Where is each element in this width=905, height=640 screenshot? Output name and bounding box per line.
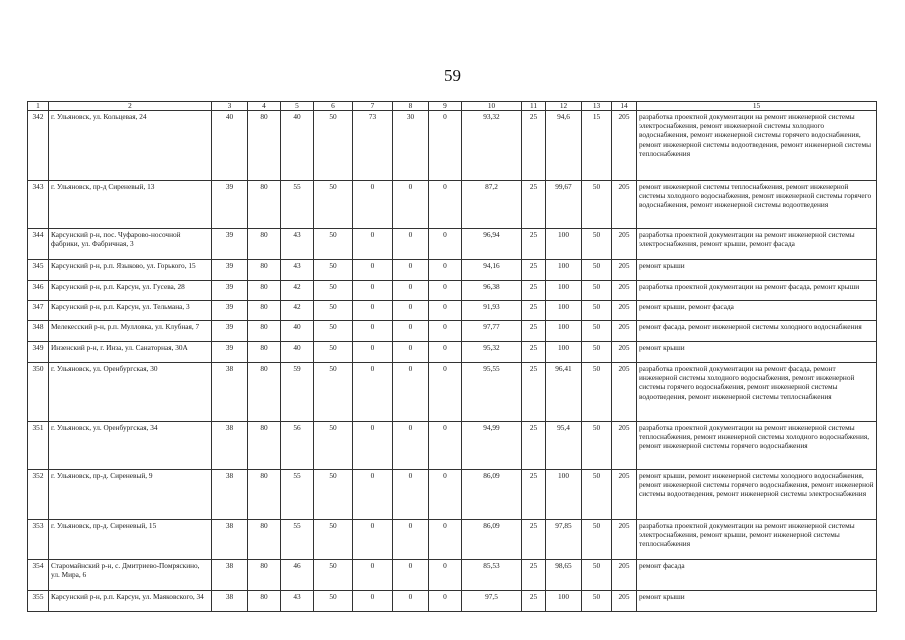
value-cell: 80 bbox=[248, 520, 281, 560]
work-type-cell: ремонт инженерной системы теплоснабжения, ремонт инженерной системы холодного водоснабжения, ремонт инженерной системы горячего водоснабжения, ремонт инженерной системы водоотведения bbox=[637, 181, 877, 229]
value-cell: 50 bbox=[582, 260, 612, 281]
value-cell: 0 bbox=[353, 301, 393, 321]
value-cell: 0 bbox=[393, 520, 429, 560]
value-cell: 0 bbox=[429, 560, 462, 591]
value-cell: 80 bbox=[248, 560, 281, 591]
value-cell: 50 bbox=[582, 422, 612, 470]
value-cell: 50 bbox=[314, 301, 353, 321]
row-number-cell: 342 bbox=[28, 111, 49, 181]
header-cell: 11 bbox=[522, 102, 546, 111]
table-row bbox=[28, 591, 877, 612]
value-cell: 100 bbox=[546, 342, 582, 363]
value-cell: 50 bbox=[314, 363, 353, 422]
table-row bbox=[28, 363, 877, 422]
value-cell: 25 bbox=[522, 520, 546, 560]
work-type-cell: ремонт крыши bbox=[637, 260, 877, 281]
value-cell: 0 bbox=[353, 181, 393, 229]
value-cell: 96,38 bbox=[462, 281, 522, 301]
value-cell: 205 bbox=[612, 301, 637, 321]
value-cell: 55 bbox=[281, 520, 314, 560]
value-cell: 50 bbox=[314, 342, 353, 363]
value-cell: 0 bbox=[393, 363, 429, 422]
value-cell: 38 bbox=[212, 363, 248, 422]
table-row bbox=[28, 342, 877, 363]
table-row bbox=[28, 181, 877, 229]
value-cell: 80 bbox=[248, 301, 281, 321]
work-type-cell: ремонт фасада, ремонт инженерной системы холодного водоснабжения bbox=[637, 321, 877, 342]
table-row bbox=[28, 229, 877, 260]
value-cell: 0 bbox=[353, 520, 393, 560]
address-cell: Карсунский р-н, р.п. Карсун, ул. Гусева, 28 bbox=[49, 281, 212, 301]
value-cell: 43 bbox=[281, 260, 314, 281]
address-cell: г. Ульяновск, ул. Оренбургская, 34 bbox=[49, 422, 212, 470]
header-cell: 8 bbox=[393, 102, 429, 111]
work-type-cell: ремонт крыши bbox=[637, 591, 877, 612]
header-cell: 1 bbox=[28, 102, 49, 111]
value-cell: 40 bbox=[281, 321, 314, 342]
value-cell: 50 bbox=[314, 560, 353, 591]
apartment-buildings-table bbox=[27, 101, 877, 612]
value-cell: 87,2 bbox=[462, 181, 522, 229]
work-type-cell: разработка проектной документации на ремонт фасада, ремонт крыши bbox=[637, 281, 877, 301]
header-cell: 7 bbox=[353, 102, 393, 111]
table-body bbox=[28, 111, 877, 612]
row-number-cell: 351 bbox=[28, 422, 49, 470]
value-cell: 205 bbox=[612, 470, 637, 520]
value-cell: 50 bbox=[314, 470, 353, 520]
value-cell: 94,16 bbox=[462, 260, 522, 281]
address-cell: Мелекесский р-н, р.п. Мулловка, ул. Клубная, 7 bbox=[49, 321, 212, 342]
value-cell: 43 bbox=[281, 229, 314, 260]
table-row bbox=[28, 470, 877, 520]
value-cell: 205 bbox=[612, 422, 637, 470]
value-cell: 80 bbox=[248, 591, 281, 612]
value-cell: 38 bbox=[212, 470, 248, 520]
value-cell: 50 bbox=[582, 470, 612, 520]
value-cell: 43 bbox=[281, 591, 314, 612]
value-cell: 80 bbox=[248, 111, 281, 181]
value-cell: 50 bbox=[582, 363, 612, 422]
row-number-cell: 350 bbox=[28, 363, 49, 422]
value-cell: 0 bbox=[429, 363, 462, 422]
value-cell: 95,32 bbox=[462, 342, 522, 363]
value-cell: 50 bbox=[314, 591, 353, 612]
value-cell: 0 bbox=[393, 301, 429, 321]
value-cell: 94,6 bbox=[546, 111, 582, 181]
value-cell: 0 bbox=[393, 260, 429, 281]
value-cell: 25 bbox=[522, 470, 546, 520]
value-cell: 0 bbox=[429, 342, 462, 363]
value-cell: 205 bbox=[612, 363, 637, 422]
table-row bbox=[28, 111, 877, 181]
value-cell: 97,85 bbox=[546, 520, 582, 560]
value-cell: 86,09 bbox=[462, 470, 522, 520]
work-type-cell: разработка проектной документации на ремонт фасада, ремонт инженерной системы холодного водоснабжения, ремонт инженерной системы горячего водоснабжения, ремонт инженерной системы водоотведения, ремонт инженерной системы теплоснабжения bbox=[637, 363, 877, 422]
value-cell: 0 bbox=[393, 470, 429, 520]
value-cell: 50 bbox=[582, 342, 612, 363]
value-cell: 50 bbox=[314, 181, 353, 229]
address-cell: Карсунский р-н, р.п. Языково, ул. Горького, 15 bbox=[49, 260, 212, 281]
row-number-cell: 349 bbox=[28, 342, 49, 363]
value-cell: 0 bbox=[393, 229, 429, 260]
value-cell: 50 bbox=[582, 181, 612, 229]
value-cell: 0 bbox=[353, 281, 393, 301]
value-cell: 39 bbox=[212, 321, 248, 342]
value-cell: 99,67 bbox=[546, 181, 582, 229]
value-cell: 38 bbox=[212, 422, 248, 470]
value-cell: 80 bbox=[248, 260, 281, 281]
row-number-cell: 354 bbox=[28, 560, 49, 591]
address-cell: Старомайнский р-н, с. Дмитриево-Помряскино, ул. Мира, 6 bbox=[49, 560, 212, 591]
value-cell: 205 bbox=[612, 321, 637, 342]
row-number-cell: 352 bbox=[28, 470, 49, 520]
value-cell: 50 bbox=[314, 281, 353, 301]
value-cell: 38 bbox=[212, 520, 248, 560]
work-type-cell: разработка проектной документации на ремонт инженерной системы электроснабжения, ремонт крыши, ремонт фасада bbox=[637, 229, 877, 260]
header-cell: 15 bbox=[637, 102, 877, 111]
value-cell: 100 bbox=[546, 301, 582, 321]
value-cell: 25 bbox=[522, 363, 546, 422]
value-cell: 25 bbox=[522, 181, 546, 229]
value-cell: 25 bbox=[522, 229, 546, 260]
value-cell: 80 bbox=[248, 181, 281, 229]
table-row bbox=[28, 520, 877, 560]
header-cell: 10 bbox=[462, 102, 522, 111]
value-cell: 94,99 bbox=[462, 422, 522, 470]
value-cell: 39 bbox=[212, 181, 248, 229]
value-cell: 25 bbox=[522, 281, 546, 301]
value-cell: 55 bbox=[281, 470, 314, 520]
value-cell: 0 bbox=[429, 229, 462, 260]
value-cell: 50 bbox=[582, 301, 612, 321]
value-cell: 0 bbox=[353, 363, 393, 422]
value-cell: 0 bbox=[353, 591, 393, 612]
value-cell: 38 bbox=[212, 560, 248, 591]
value-cell: 0 bbox=[353, 260, 393, 281]
value-cell: 95,55 bbox=[462, 363, 522, 422]
value-cell: 0 bbox=[429, 281, 462, 301]
header-cell: 12 bbox=[546, 102, 582, 111]
value-cell: 50 bbox=[314, 520, 353, 560]
value-cell: 0 bbox=[393, 321, 429, 342]
value-cell: 0 bbox=[429, 111, 462, 181]
value-cell: 50 bbox=[582, 229, 612, 260]
value-cell: 50 bbox=[582, 560, 612, 591]
value-cell: 50 bbox=[314, 111, 353, 181]
value-cell: 50 bbox=[314, 321, 353, 342]
value-cell: 80 bbox=[248, 470, 281, 520]
value-cell: 100 bbox=[546, 591, 582, 612]
address-cell: Инзенский р-н, г. Инза, ул. Санаторная, 30А bbox=[49, 342, 212, 363]
value-cell: 38 bbox=[212, 591, 248, 612]
value-cell: 59 bbox=[281, 363, 314, 422]
value-cell: 42 bbox=[281, 281, 314, 301]
value-cell: 0 bbox=[393, 591, 429, 612]
value-cell: 93,32 bbox=[462, 111, 522, 181]
value-cell: 0 bbox=[393, 281, 429, 301]
value-cell: 39 bbox=[212, 281, 248, 301]
table-row bbox=[28, 560, 877, 591]
value-cell: 97,5 bbox=[462, 591, 522, 612]
value-cell: 85,53 bbox=[462, 560, 522, 591]
value-cell: 50 bbox=[582, 321, 612, 342]
value-cell: 0 bbox=[393, 560, 429, 591]
value-cell: 46 bbox=[281, 560, 314, 591]
value-cell: 0 bbox=[429, 181, 462, 229]
address-cell: Карсунский р-н, р.п. Карсун, ул. Маяковского, 34 bbox=[49, 591, 212, 612]
value-cell: 80 bbox=[248, 321, 281, 342]
table-row bbox=[28, 321, 877, 342]
value-cell: 73 bbox=[353, 111, 393, 181]
header-cell: 4 bbox=[248, 102, 281, 111]
value-cell: 100 bbox=[546, 321, 582, 342]
value-cell: 0 bbox=[429, 470, 462, 520]
value-cell: 50 bbox=[314, 260, 353, 281]
value-cell: 205 bbox=[612, 342, 637, 363]
header-cell: 13 bbox=[582, 102, 612, 111]
value-cell: 205 bbox=[612, 181, 637, 229]
value-cell: 25 bbox=[522, 301, 546, 321]
address-cell: Карсунский р-н, пос. Чуфарово-носочной фабрики, ул. Фабричная, 3 bbox=[49, 229, 212, 260]
row-number-cell: 346 bbox=[28, 281, 49, 301]
value-cell: 96,94 bbox=[462, 229, 522, 260]
value-cell: 40 bbox=[212, 111, 248, 181]
row-number-cell: 353 bbox=[28, 520, 49, 560]
value-cell: 50 bbox=[314, 229, 353, 260]
address-cell: г. Ульяновск, пр-д. Сиреневый, 9 bbox=[49, 470, 212, 520]
table-row bbox=[28, 301, 877, 321]
value-cell: 25 bbox=[522, 260, 546, 281]
work-type-cell: разработка проектной документации на ремонт инженерной системы электроснабжения, ремонт инженерной системы холодного водоснабжения, ремонт инженерной системы горячего водоснабжения, ремонт инженерной системы водоотведения, ремонт инженерной системы теплоснабжения bbox=[637, 111, 877, 181]
address-cell: г. Ульяновск, ул. Оренбургская, 30 bbox=[49, 363, 212, 422]
value-cell: 97,77 bbox=[462, 321, 522, 342]
row-number-cell: 343 bbox=[28, 181, 49, 229]
value-cell: 0 bbox=[353, 560, 393, 591]
value-cell: 50 bbox=[582, 281, 612, 301]
value-cell: 25 bbox=[522, 560, 546, 591]
value-cell: 15 bbox=[582, 111, 612, 181]
header-cell: 6 bbox=[314, 102, 353, 111]
header-cell: 2 bbox=[49, 102, 212, 111]
value-cell: 0 bbox=[429, 422, 462, 470]
value-cell: 86,09 bbox=[462, 520, 522, 560]
value-cell: 98,65 bbox=[546, 560, 582, 591]
value-cell: 80 bbox=[248, 363, 281, 422]
value-cell: 30 bbox=[393, 111, 429, 181]
value-cell: 25 bbox=[522, 321, 546, 342]
value-cell: 205 bbox=[612, 229, 637, 260]
table-row bbox=[28, 422, 877, 470]
header-cell: 3 bbox=[212, 102, 248, 111]
value-cell: 205 bbox=[612, 560, 637, 591]
value-cell: 0 bbox=[429, 520, 462, 560]
work-type-cell: ремонт крыши, ремонт фасада bbox=[637, 301, 877, 321]
value-cell: 25 bbox=[522, 342, 546, 363]
value-cell: 56 bbox=[281, 422, 314, 470]
value-cell: 0 bbox=[393, 422, 429, 470]
value-cell: 50 bbox=[582, 591, 612, 612]
address-cell: Карсунский р-н, р.п. Карсун, ул. Тельмана, 3 bbox=[49, 301, 212, 321]
value-cell: 39 bbox=[212, 229, 248, 260]
value-cell: 0 bbox=[353, 229, 393, 260]
value-cell: 100 bbox=[546, 470, 582, 520]
value-cell: 205 bbox=[612, 591, 637, 612]
value-cell: 80 bbox=[248, 281, 281, 301]
value-cell: 205 bbox=[612, 281, 637, 301]
value-cell: 39 bbox=[212, 301, 248, 321]
work-type-cell: ремонт крыши bbox=[637, 342, 877, 363]
address-cell: г. Ульяновск, пр-д Сиреневый, 13 bbox=[49, 181, 212, 229]
value-cell: 205 bbox=[612, 111, 637, 181]
value-cell: 100 bbox=[546, 229, 582, 260]
value-cell: 42 bbox=[281, 301, 314, 321]
value-cell: 95,4 bbox=[546, 422, 582, 470]
value-cell: 40 bbox=[281, 111, 314, 181]
value-cell: 0 bbox=[353, 470, 393, 520]
value-cell: 205 bbox=[612, 260, 637, 281]
value-cell: 0 bbox=[393, 342, 429, 363]
table-header bbox=[28, 102, 877, 111]
value-cell: 0 bbox=[429, 301, 462, 321]
row-number-cell: 348 bbox=[28, 321, 49, 342]
value-cell: 0 bbox=[429, 260, 462, 281]
row-number-cell: 344 bbox=[28, 229, 49, 260]
value-cell: 80 bbox=[248, 229, 281, 260]
header-cell: 9 bbox=[429, 102, 462, 111]
value-cell: 100 bbox=[546, 260, 582, 281]
value-cell: 50 bbox=[314, 422, 353, 470]
work-type-cell: разработка проектной документации на ремонт инженерной системы теплоснабжения, ремонт инженерной системы холодного водоснабжения, ремонт инженерной системы горячего водоснабжения bbox=[637, 422, 877, 470]
work-type-cell: ремонт крыши, ремонт инженерной системы холодного водоснабжения, ремонт инженерной системы горячего водоснабжения, ремонт инженерной системы водоотведения, ремонт инженерной системы электроснабжения bbox=[637, 470, 877, 520]
value-cell: 0 bbox=[353, 321, 393, 342]
value-cell: 25 bbox=[522, 111, 546, 181]
table-row bbox=[28, 281, 877, 301]
value-cell: 0 bbox=[429, 591, 462, 612]
work-type-cell: ремонт фасада bbox=[637, 560, 877, 591]
page-number: 59 bbox=[444, 66, 461, 85]
header-cell: 5 bbox=[281, 102, 314, 111]
table-row bbox=[28, 260, 877, 281]
value-cell: 205 bbox=[612, 520, 637, 560]
value-cell: 80 bbox=[248, 422, 281, 470]
value-cell: 25 bbox=[522, 591, 546, 612]
header-row bbox=[28, 102, 877, 111]
value-cell: 100 bbox=[546, 281, 582, 301]
value-cell: 25 bbox=[522, 422, 546, 470]
value-cell: 80 bbox=[248, 342, 281, 363]
value-cell: 55 bbox=[281, 181, 314, 229]
value-cell: 91,93 bbox=[462, 301, 522, 321]
value-cell: 39 bbox=[212, 260, 248, 281]
value-cell: 39 bbox=[212, 342, 248, 363]
row-number-cell: 355 bbox=[28, 591, 49, 612]
value-cell: 50 bbox=[582, 520, 612, 560]
value-cell: 40 bbox=[281, 342, 314, 363]
value-cell: 0 bbox=[429, 321, 462, 342]
value-cell: 96,41 bbox=[546, 363, 582, 422]
address-cell: г. Ульяновск, ул. Кольцевая, 24 bbox=[49, 111, 212, 181]
value-cell: 0 bbox=[353, 342, 393, 363]
value-cell: 0 bbox=[393, 181, 429, 229]
work-type-cell: разработка проектной документации на ремонт инженерной системы электроснабжения, ремонт крыши, ремонт инженерной системы теплоснабжения bbox=[637, 520, 877, 560]
row-number-cell: 345 bbox=[28, 260, 49, 281]
value-cell: 0 bbox=[353, 422, 393, 470]
address-cell: г. Ульяновск, пр-д. Сиреневый, 15 bbox=[49, 520, 212, 560]
row-number-cell: 347 bbox=[28, 301, 49, 321]
header-cell: 14 bbox=[612, 102, 637, 111]
